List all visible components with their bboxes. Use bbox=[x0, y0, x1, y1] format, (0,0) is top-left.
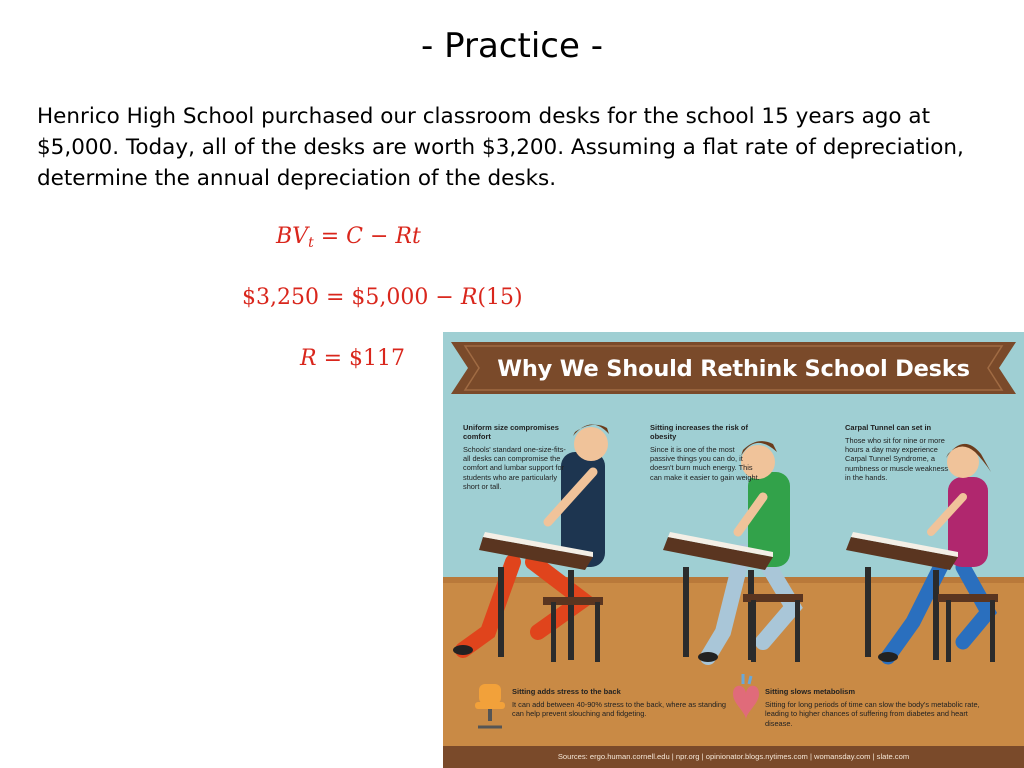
problem-text: Henrico High School purchased our classroom desks for the school 15 years ago at $5,000. Today, all of the desks are worth $3,200. Assuming a flat rate of depreciation, determine the annual depreciation of the desks. bbox=[37, 104, 964, 191]
info-body: Those who sit for nine or more hours a day may experience Carpal Tunnel Syndrome, a numbness or muscle weakness in the hands. bbox=[845, 436, 949, 482]
slide-title: - Practice - bbox=[421, 26, 603, 66]
eq2-r: R bbox=[460, 285, 478, 310]
infographic bbox=[443, 332, 1024, 768]
eq2-left: $3,250 bbox=[242, 285, 319, 310]
bottom-note-back bbox=[512, 687, 732, 719]
sources-bar: Sources: ergo.human.cornell.edu | npr.org | opinionator.blogs.nytimes.com | womansday.com | slate.com bbox=[443, 746, 1024, 768]
info-column-1 bbox=[463, 423, 573, 491]
info-heading: Carpal Tunnel can set in bbox=[845, 423, 932, 432]
equation-formula: $BV_t = C - Rt$ bbox=[276, 224, 421, 251]
eq3-value: $117 bbox=[349, 346, 405, 371]
info-body: Schools' standard one-size-fits-all desks can compromise the comfort and lumbar support for students who are particularly short or tall. bbox=[463, 445, 566, 491]
eq3-r: R bbox=[300, 346, 317, 371]
info-column-2 bbox=[650, 423, 760, 482]
eq2-mid: $5,000 bbox=[351, 285, 429, 310]
infographic-title: Why We Should Rethink School Desks bbox=[497, 356, 970, 382]
bottom-note-metabolism bbox=[765, 687, 985, 728]
bottom-heading: Sitting slows metabolism bbox=[765, 687, 856, 696]
equation-substitution: $3,250 = $5,000 − R(15) bbox=[242, 285, 523, 310]
eq1-sub: t bbox=[308, 235, 314, 251]
info-heading: Sitting increases the risk of obesity bbox=[650, 423, 748, 441]
equation-result: R = $117 bbox=[300, 346, 405, 371]
eq2-paren: (15) bbox=[477, 285, 523, 310]
info-heading: Uniform size compromises comfort bbox=[463, 423, 559, 441]
info-body: Since it is one of the most passive things you can do, it doesn't burn much energy. This can make it easier to gain weight. bbox=[650, 445, 760, 482]
info-column-3 bbox=[845, 423, 955, 482]
bottom-heading: Sitting adds stress to the back bbox=[512, 687, 621, 696]
bottom-body: Sitting for long periods of time can slow the body's metabolic rate, leading to higher chances of suffering from diabetes and heart disease. bbox=[765, 700, 980, 728]
eq1-rt: Rt bbox=[395, 224, 421, 249]
eq1-c: C bbox=[346, 224, 363, 249]
bottom-body: It can add between 40-90% stress to the back, where as standing can help prevent slouching and fidgeting. bbox=[512, 700, 727, 719]
eq1-bv: BV bbox=[276, 224, 309, 249]
